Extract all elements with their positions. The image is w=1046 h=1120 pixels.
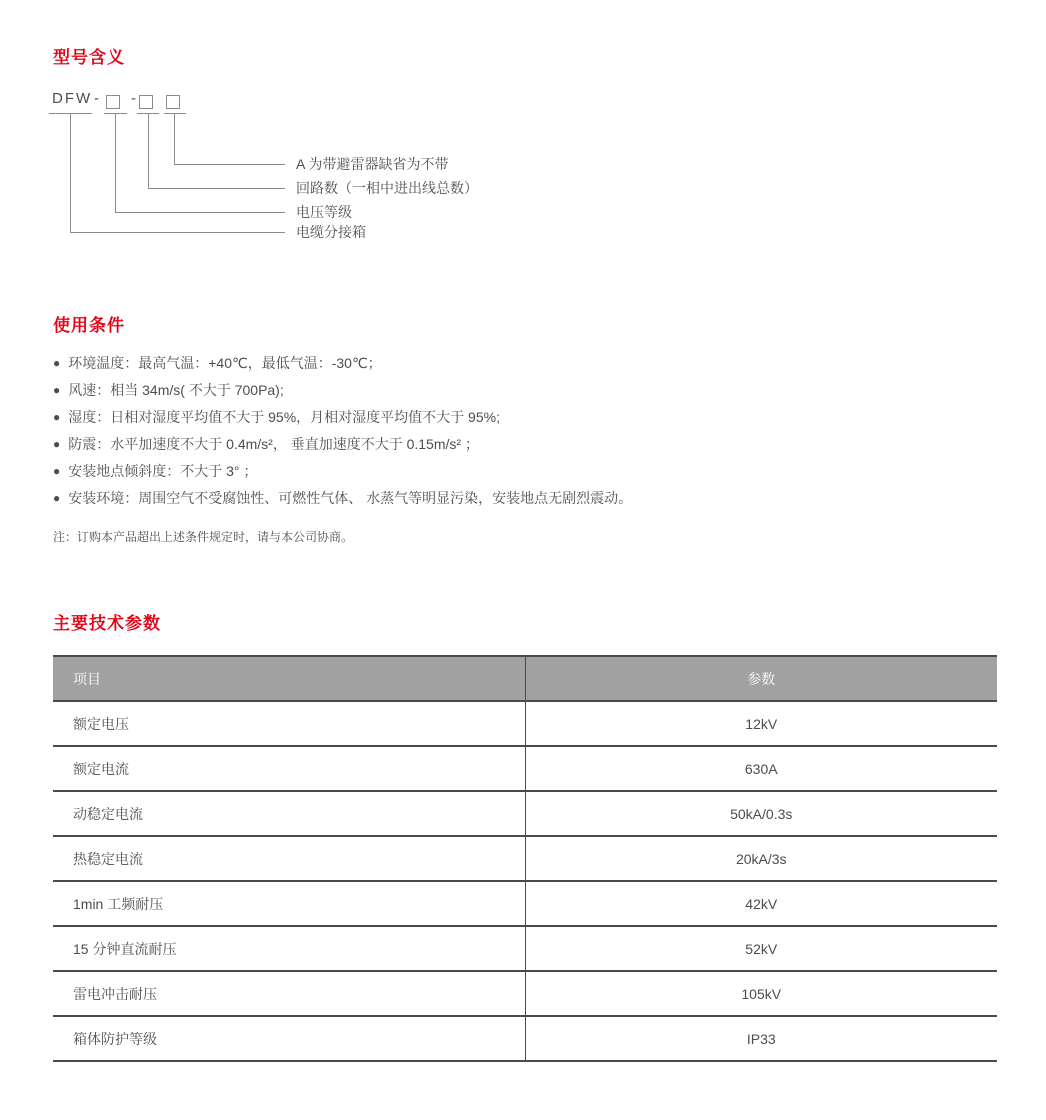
- model-separator-dash: -: [94, 90, 99, 107]
- model-code-box-voltage: [106, 95, 120, 109]
- model-meaning-title: 型号含义: [53, 48, 125, 67]
- bullet-icon: ●: [53, 464, 61, 478]
- diagram-label-arrester: A 为带避雷器缺省为不带: [296, 156, 449, 172]
- param-value: 50kA/0.3s: [525, 791, 997, 836]
- param-value: 105kV: [525, 971, 997, 1016]
- condition-item-wind-speed: [53, 383, 813, 398]
- bullet-icon: ●: [53, 383, 61, 397]
- usage-conditions-title: 使用条件: [53, 316, 125, 335]
- param-name: 热稳定电流: [53, 836, 525, 881]
- bullet-icon: ●: [53, 356, 61, 370]
- param-name: 1min 工频耐压: [53, 881, 525, 926]
- condition-text: 湿度：日相对湿度平均值不大于 95%，月相对湿度平均值不大于 95%;: [68, 409, 500, 425]
- condition-item-humidity: [53, 410, 813, 425]
- table-row-enclosure-protection: [53, 1016, 997, 1061]
- condition-item-temperature: [53, 356, 813, 371]
- param-name: 箱体防护等级: [53, 1016, 525, 1061]
- model-code-box-arrester: [166, 95, 180, 109]
- param-name: 动稳定电流: [53, 791, 525, 836]
- bullet-icon: ●: [53, 491, 61, 505]
- condition-item-vibration: [53, 437, 813, 452]
- param-name: 额定电压: [53, 701, 525, 746]
- diagram-label-cable-branch-box: 电缆分接箱: [296, 224, 366, 240]
- condition-text: 安装地点倾斜度：不大于 3° ；: [68, 463, 258, 479]
- diagram-label-voltage-class: 电压等级: [296, 204, 352, 220]
- param-value: 20kA/3s: [525, 836, 997, 881]
- model-code-box-circuits: [139, 95, 153, 109]
- param-value: 52kV: [525, 926, 997, 971]
- model-prefix-text: DFW: [52, 90, 93, 107]
- diagram-label-circuit-count: 回路数（一相中进出线总数）: [296, 180, 478, 196]
- table-row-lightning-impulse-withstand: [53, 971, 997, 1016]
- param-value: 12kV: [525, 701, 997, 746]
- condition-item-environment: [53, 491, 813, 506]
- usage-conditions-list: [53, 356, 813, 518]
- table-row-rated-current: [53, 746, 997, 791]
- conditions-note: 注：订购本产品超出上述条件规定时，请与本公司协商。: [53, 530, 354, 544]
- table-header-row: [53, 656, 997, 701]
- param-name: 15 分钟直流耐压: [53, 926, 525, 971]
- table-row-power-frequency-withstand: [53, 881, 997, 926]
- model-code-diagram: [48, 88, 668, 253]
- column-header-value: 参数: [525, 656, 997, 701]
- param-value: IP33: [525, 1016, 997, 1061]
- condition-text: 风速：相当 34m/s( 不大于 700Pa);: [68, 382, 284, 398]
- condition-text: 环境温度：最高气温：+40℃，最低气温：-30℃；: [68, 355, 382, 371]
- condition-text: 安装环境：周围空气不受腐蚀性、可燃性气体、 水蒸气等明显污染，安装地点无剧烈震动。: [68, 490, 633, 506]
- bullet-icon: ●: [53, 410, 61, 424]
- table-row-thermal-stable-current: [53, 836, 997, 881]
- bullet-icon: ●: [53, 437, 61, 451]
- condition-item-site-incline: [53, 464, 813, 479]
- technical-parameters-title: 主要技术参数: [53, 614, 161, 633]
- condition-text: 防震：水平加速度不大于 0.4m/s²， 垂直加速度不大于 0.15m/s² ；: [68, 436, 479, 452]
- table-row-rated-voltage: [53, 701, 997, 746]
- table-row-dynamic-stable-current: [53, 791, 997, 836]
- param-name: 雷电冲击耐压: [53, 971, 525, 1016]
- table-row-dc-withstand: [53, 926, 997, 971]
- param-value: 42kV: [525, 881, 997, 926]
- model-separator-dash: -: [131, 90, 136, 107]
- column-header-item: 项目: [53, 656, 525, 701]
- param-value: 630A: [525, 746, 997, 791]
- param-name: 额定电流: [53, 746, 525, 791]
- parameters-table: [53, 655, 997, 1062]
